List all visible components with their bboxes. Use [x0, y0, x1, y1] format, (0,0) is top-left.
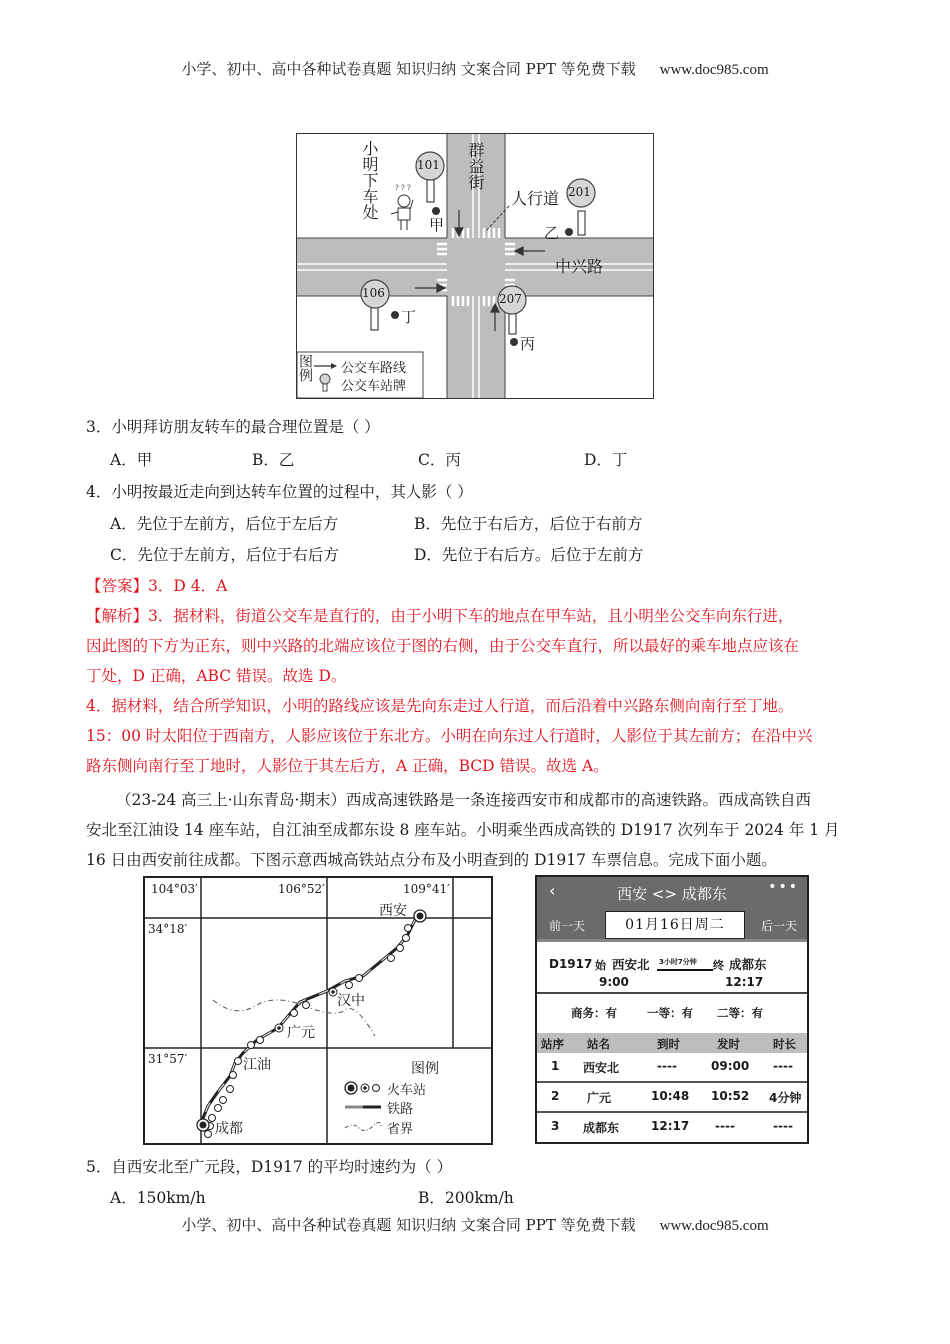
- cell-depart: 09:00: [711, 1059, 750, 1073]
- bus-stop-106-number: 106: [362, 286, 385, 300]
- back-icon[interactable]: ‹: [549, 881, 556, 900]
- q4-option-b: B．先位于右后方，后位于右前方: [414, 515, 643, 533]
- analysis-line-1: [86, 604, 793, 626]
- lat-31: 31°57′: [148, 1052, 188, 1066]
- legend-stop-sign: 公交车站牌: [341, 379, 407, 394]
- question-3-stem: 3．小明拜访朋友转车的最合理位置是（ ）: [86, 418, 380, 436]
- col-depart: 发时: [717, 1037, 740, 1051]
- railway-map: [143, 876, 493, 1145]
- cell-arrive: 12:17: [651, 1119, 690, 1133]
- legend-boundary: 省界: [387, 1122, 414, 1137]
- passage-line-3: 16 日由西安前往成都。下图示意西城高铁站点分布及小明查到的 D1917 车票信息。完成下面小题。: [86, 851, 777, 869]
- cell-station: 西安北: [583, 1061, 620, 1075]
- legend-title: 图例: [411, 1061, 439, 1077]
- answer: [86, 574, 227, 596]
- point-bing: 丙: [520, 335, 536, 353]
- duration: 3小时7分钟: [659, 958, 697, 966]
- page-footer: [0, 1214, 950, 1235]
- cell-seq: 3: [551, 1119, 560, 1133]
- footer-url[interactable]: www.doc985.com: [659, 1218, 769, 1234]
- header-text: 小学、初中、高中各种试卷真题 知识归纳 文案合同 PPT 等免费下载: [181, 60, 636, 78]
- analysis-line-3: 丁处，D 正确，ABC 错误。故选 D。: [86, 667, 347, 685]
- q3-option-a: A．甲: [110, 451, 153, 469]
- q3-option-b: B．乙: [252, 451, 295, 469]
- seat-first: 一等：有: [647, 1006, 693, 1020]
- cell-seq: 1: [551, 1059, 560, 1073]
- legend-railway: 铁路: [387, 1102, 414, 1117]
- cell-seq: 2: [551, 1089, 560, 1103]
- bus-stop-207-number: 207: [499, 292, 522, 306]
- svg-text:? ? ?: ? ? ?: [395, 184, 411, 192]
- analysis-line-4: 4．据材料，结合所学知识，小明的路线应该是先向东走过人行道，而后沿着中兴路东侧向南行至丁地。: [86, 697, 794, 715]
- cell-depart: 10:52: [711, 1089, 750, 1103]
- crosswalk-label: 人行道: [511, 189, 560, 208]
- lon-106: 106°52′: [278, 882, 325, 896]
- q4-option-d: D．先位于右后方。后位于左前方: [414, 546, 644, 564]
- cell-stop: ----: [773, 1119, 793, 1133]
- intersection-map: [296, 133, 654, 399]
- col-arrive: 到时: [657, 1037, 680, 1051]
- analysis-line-5: 15：00 时太阳位于西南方，人影应该位于东北方。小明在向东过人行道时，人影位于其左前方；在沿中兴: [86, 727, 813, 745]
- divider: [537, 939, 807, 942]
- train-number: D1917: [549, 957, 593, 971]
- point-ding: 丁: [401, 308, 417, 326]
- analysis-line-6: 路东侧向南行至丁地时，人影位于其左后方，A 正确，BCD 错误。故选 A。: [86, 757, 609, 775]
- cell-depart: ----: [715, 1119, 735, 1133]
- table-row: [537, 1113, 807, 1141]
- cell-station: 成都东: [583, 1121, 620, 1135]
- analysis-label: 【解析】: [86, 607, 149, 625]
- bus-stop-201-number: 201: [568, 185, 591, 199]
- city-chengdu: 成都: [215, 1121, 243, 1137]
- legend-route: 公交车路线: [341, 361, 407, 376]
- bus-stop-101-number: 101: [417, 158, 440, 172]
- arrive-time: 12:17: [725, 975, 764, 989]
- cell-stop: ----: [773, 1059, 793, 1073]
- schedule-table-header: [537, 1033, 807, 1053]
- to-station: 成都东: [729, 957, 767, 972]
- lon-109: 109°41′: [403, 882, 450, 896]
- cell-arrive: ----: [657, 1059, 677, 1073]
- city-xian: 西安: [379, 903, 407, 919]
- lon-104: 104°03′: [151, 882, 198, 896]
- table-row: [537, 1053, 807, 1083]
- city-guangyuan: 广元: [287, 1025, 315, 1041]
- cell-stop: 4分钟: [769, 1091, 802, 1105]
- end-tag: 终: [713, 959, 724, 972]
- cell-station: 广元: [587, 1091, 612, 1105]
- seat-business: 商务：有: [571, 1006, 617, 1020]
- date-selector[interactable]: 01月16日周二: [605, 911, 745, 939]
- legend-title: 图例: [297, 354, 313, 382]
- footer-text: 小学、初中、高中各种试卷真题 知识归纳 文案合同 PPT 等免费下载: [181, 1216, 636, 1234]
- person-label: 小明下车处: [360, 140, 379, 220]
- analysis-line-2: 因此图的下方为正东，则中兴路的北端应该位于图的右侧，由于公交车直行，所以最好的乘车地点应该在: [86, 637, 800, 655]
- city-hanzhong: 汉中: [337, 993, 365, 1009]
- passage-line-2: 安北至江油设 14 座车站，自江油至成都东设 8 座车站。小明乘坐西成高铁的 D1917 次列车于 2024 年 1 月: [86, 821, 840, 839]
- prev-day-button[interactable]: 前一天: [549, 919, 586, 933]
- lat-34: 34°18′: [148, 922, 188, 936]
- route-title: 西安 <> 成都东: [617, 885, 727, 903]
- divider: [537, 992, 807, 994]
- col-seq: 站序: [541, 1037, 564, 1051]
- point-yi: 乙: [544, 224, 560, 242]
- point-jia: 甲: [429, 216, 445, 234]
- q5-option-a: A．150km/h: [110, 1189, 206, 1207]
- question-5-stem: 5．自西安北至广元段，D1917 的平均时速约为（ ）: [86, 1158, 453, 1176]
- col-stop: 时长: [773, 1037, 796, 1051]
- answer-text: 3．D 4．A: [148, 577, 228, 595]
- street-north-label: 群益街: [466, 142, 485, 190]
- passage-line-1: （23-24 高三上·山东青岛·期末）西成高速铁路是一条连接西安市和成都市的高速铁路。西成高铁自西: [116, 791, 811, 809]
- answer-label: 【答案】: [86, 577, 149, 595]
- next-day-button[interactable]: 后一天: [760, 919, 797, 933]
- ticket-app-screenshot: [535, 875, 809, 1144]
- page-header: [0, 58, 950, 79]
- depart-time: 9:00: [599, 975, 629, 989]
- seat-second: 二等：有: [717, 1006, 763, 1020]
- q4-option-a: A．先位于左前方，后位于左后方: [110, 515, 339, 533]
- q4-option-c: C．先位于左前方，后位于右后方: [110, 546, 339, 564]
- ticket-header: [537, 877, 807, 939]
- header-url[interactable]: www.doc985.com: [659, 62, 769, 78]
- city-jiangyou: 江油: [243, 1057, 271, 1073]
- table-row: [537, 1083, 807, 1113]
- q3-option-d: D．丁: [584, 451, 628, 469]
- legend-station: 火车站: [387, 1083, 427, 1098]
- from-station: 西安北: [612, 957, 650, 972]
- start-tag: 始: [595, 959, 606, 972]
- road-east-label: 中兴路: [555, 257, 604, 276]
- question-4-stem: 4．小明按最近走向到达转车位置的过程中，其人影（ ）: [86, 483, 473, 501]
- col-station: 站名: [587, 1037, 610, 1051]
- cell-arrive: 10:48: [651, 1089, 690, 1103]
- arrow-icon: [657, 969, 713, 971]
- q3-option-c: C．丙: [418, 451, 461, 469]
- analysis-text: 3．据材料，街道公交车是直行的，由于小明下车的地点在甲车站，且小明坐公交车向东行进，: [148, 607, 794, 625]
- more-icon[interactable]: •••: [768, 879, 799, 895]
- q5-option-b: B．200km/h: [418, 1189, 514, 1207]
